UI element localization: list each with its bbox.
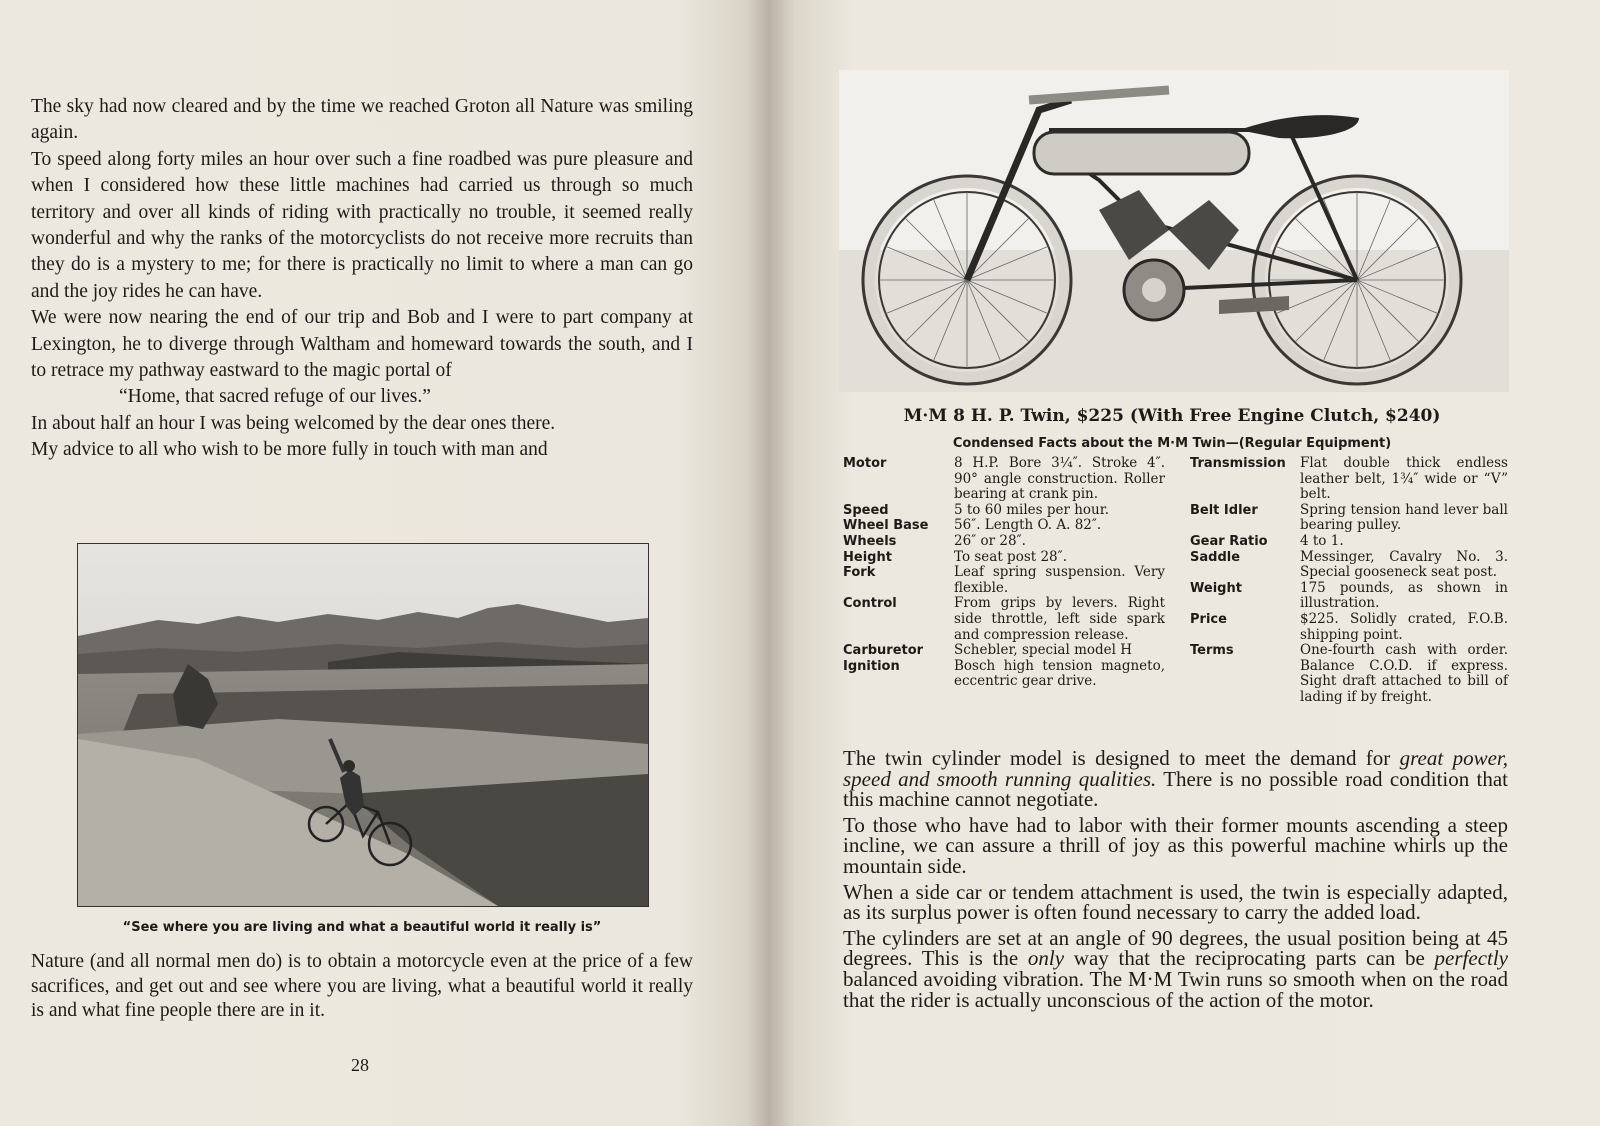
emphasis: only — [1027, 946, 1065, 971]
left-page-text — [31, 94, 693, 464]
spec-label: Ignition — [843, 658, 900, 674]
text-run: The twin cylinder model is designed to meet the demand for — [843, 746, 1400, 770]
spec-row-wheels — [843, 534, 1165, 550]
spec-row-belt-idler — [1190, 503, 1508, 534]
paragraph: To speed along forty miles an hour over such a fine roadbed was pure pleasure and when I considered how these little machines had carried us through so much territory and over all kinds of riding with practically no trouble, it seemed really wonderful and why the ranks of the motorcyclists do not receive more recruits than they do is a mystery to me; for there is practically no limit to where a man can go and the joy rides he can have. — [31, 148, 693, 302]
right-page-text — [843, 748, 1508, 1015]
paragraph: We were now nearing the end of our trip and Bob and I were to part company at Lexington, he to diverge through Waltham and homeward towards the south, and I to retrace my pathway eastward to the magic portal of — [31, 307, 693, 382]
spec-value: Schebler, special model H — [954, 642, 1133, 659]
text-run: The cylinders are set at an angle of 90 degrees, the usual position being at 45 degrees. This is the — [843, 925, 1508, 971]
model-title: M·M 8 H. P. Twin, $225 (With Free Engine Clutch, $240) — [903, 406, 1441, 426]
spec-value: One-fourth cash with order. Balance C.O.D. if express. Sight draft attached to bill of lading if by freight. — [1300, 642, 1508, 705]
spec-label: Transmission — [1190, 456, 1286, 471]
photo-caption: “See where you are living and what a beautiful world it really is” — [122, 920, 602, 935]
closing-paragraph: Nature (and all normal men do) is to obtain a motorcycle even at the price of a few sacrifices, and get out and see where you are living, what a beautiful world it really is and what fine people there are in it. — [31, 951, 693, 1021]
spec-label: Fork — [843, 565, 876, 581]
spec-label: Speed — [843, 502, 889, 518]
emphasis: great power, speed and smooth running qualities. — [843, 746, 1508, 791]
paragraph: To those who have had to labor with their former mounts ascending a steep incline, we can assure a thrill of joy as this powerful machine whirls up the mountain side. — [843, 812, 1508, 878]
paragraph — [843, 925, 1509, 1012]
specs-right-column — [1190, 456, 1508, 706]
text-run: There is no possible road condition that this machine cannot negotiate. — [843, 766, 1508, 812]
spec-label: Price — [1190, 611, 1227, 627]
spec-row-ignition — [843, 659, 1165, 690]
spec-row-motor — [843, 456, 1165, 503]
spec-label: Weight — [1190, 580, 1242, 596]
facts-title: Condensed Facts about the M·M Twin—(Regular Equipment) — [952, 436, 1392, 451]
landscape-photo — [77, 543, 649, 907]
page-number: 28 — [351, 1055, 369, 1075]
spec-value: Messinger, Cavalry No. 3. Special gooseneck seat post. — [1300, 548, 1508, 581]
paragraph: My advice to all who wish to be more fully in touch with man and — [31, 439, 548, 461]
paragraph — [843, 748, 1508, 810]
spec-row-terms — [1190, 643, 1508, 705]
spec-label: Belt Idler — [1190, 502, 1258, 518]
spec-value: 56″. Length O. A. 82″. — [954, 517, 1102, 534]
spec-value: Flat double thick endless leather belt, 1¾″ wide or “V” belt. — [1300, 455, 1508, 503]
motorcycle-illustration — [839, 70, 1509, 392]
spec-label: Control — [843, 596, 897, 612]
spec-value: From grips by levers. Right side throttle, left side spark and compression release. — [954, 595, 1165, 643]
spec-value: 8 H.P. Bore 3¼″. Stroke 4″. 90° angle construction. Roller bearing at crank pin. — [954, 455, 1165, 503]
spec-row-saddle — [1190, 550, 1508, 581]
spec-row-control — [843, 596, 1165, 643]
paragraph: The sky had now cleared and by the time we reached Groton all Nature was smiling again. — [31, 96, 693, 144]
spec-value: Spring tension hand lever ball bearing pulley. — [1300, 501, 1508, 534]
spec-row-price — [1190, 612, 1508, 643]
spec-row-wheel-base — [843, 518, 1165, 534]
spec-row-carburetor — [843, 643, 1165, 659]
spec-label: Height — [843, 549, 892, 565]
quotation: “Home, that sacred refuge of our lives.” — [119, 386, 431, 408]
spec-value: 5 to 60 miles per hour. — [954, 501, 1109, 518]
spec-label: Motor — [843, 456, 887, 471]
spec-row-transmission — [1190, 456, 1508, 503]
spec-value: 4 to 1. — [1300, 532, 1344, 549]
spec-row-weight — [1190, 581, 1508, 612]
text-run: way that the reciprocating parts can be — [1064, 946, 1435, 971]
spec-row-gear-ratio — [1190, 534, 1508, 550]
emphasis: perfectly — [1434, 946, 1509, 971]
spec-label: Saddle — [1190, 549, 1241, 565]
spec-label: Carburetor — [843, 643, 924, 659]
text-run: balanced avoiding vibration. The M·M Twin runs so smooth when on the road that the rider is actually unconscious of the action of the motor. — [843, 966, 1508, 1012]
paragraph: In about half an hour I was being welcomed by the dear ones there. — [31, 412, 556, 434]
spec-label: Wheel Base — [843, 518, 929, 534]
spec-row-height — [843, 550, 1165, 566]
left-page — [0, 0, 770, 1126]
spec-value: $225. Solidly crated, F.O.B. shipping point. — [1300, 610, 1508, 643]
spec-label: Gear Ratio — [1190, 533, 1268, 549]
spec-value: 26″ or 28″. — [954, 532, 1026, 549]
spec-label: Wheels — [843, 533, 897, 549]
spec-row-fork — [843, 565, 1165, 596]
spec-value: Bosch high tension magneto, eccentric gear drive. — [954, 657, 1165, 690]
spec-value: 175 pounds, as shown in illustration. — [1300, 579, 1508, 612]
spec-value: Leaf spring suspension. Very flexible. — [954, 564, 1165, 596]
spec-label: Terms — [1190, 643, 1234, 659]
specs-left-column — [843, 456, 1165, 690]
spec-row-speed — [843, 503, 1165, 519]
paragraph: When a side car or tendem attachment is used, the twin is especially adapted, as its surplus power is often found necessary to carry the added load. — [843, 879, 1508, 925]
spec-value: To seat post 28″. — [954, 548, 1067, 565]
